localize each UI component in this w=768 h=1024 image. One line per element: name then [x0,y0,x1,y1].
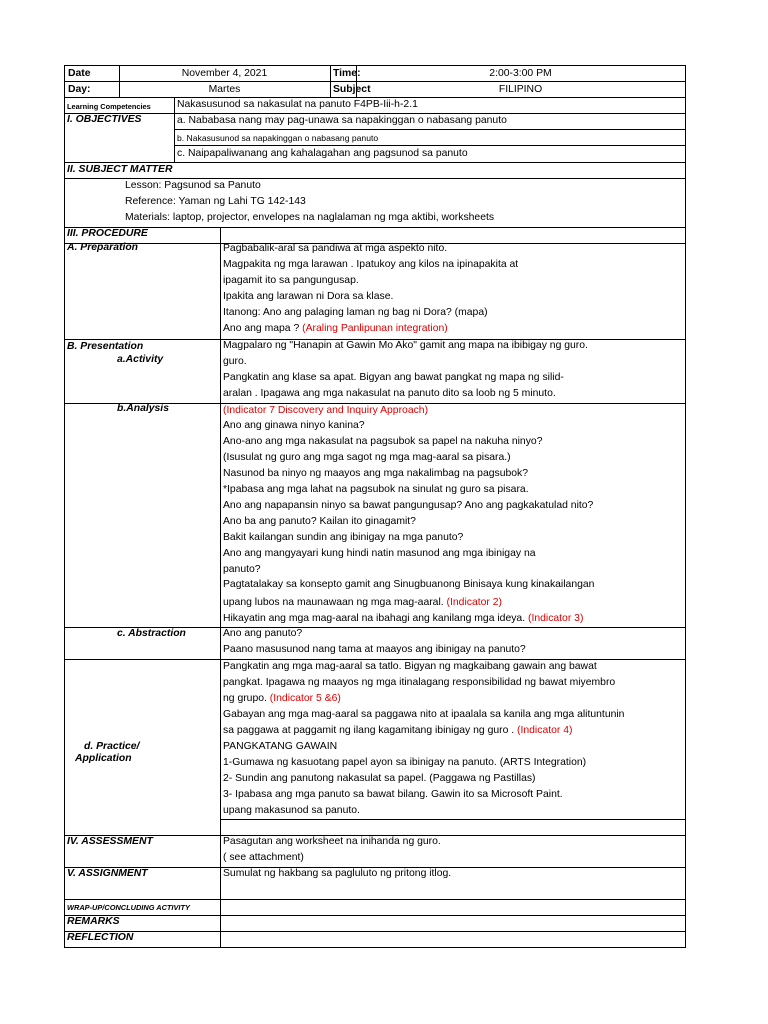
activity-line: aralan . Ipagawa ang mga nakasulat na panuto dito sa loob ng 5 minuto. [223,388,556,399]
abstraction-line: Ano ang panuto? [223,628,303,639]
preparation-text: Ano ang mapa ? [223,323,303,334]
reference-line: Reference: Yaman ng Lahi TG 142-143 [125,196,306,207]
assignment-label: V. ASSIGNMENT [67,868,148,879]
time-label: Time: [333,68,361,79]
practice-line [223,724,572,738]
activity-line: guro. [223,356,247,367]
indicator-note: (Indicator 5 &6) [269,693,341,704]
practice-line: PANGKATANG GAWAIN [223,741,338,752]
analysis-line: Bakit kailangan sundin ang ibinigay na mga panuto? [223,532,464,543]
preparation-line: Pagbabalik-aral sa pandiwa at mga aspekto nito. [223,243,448,254]
practice-line [223,692,341,706]
row-divider [220,819,685,820]
indicator-note: (Indicator 3) [527,613,584,624]
competencies-label: Learning Competencies [67,102,151,111]
practice-line: 2- Sundin ang panutong nakasulat sa papel. (Paggawa ng Pastillas) [223,773,536,784]
subject-matter-label: II. SUBJECT MATTER [67,164,173,175]
day-label: Day: [68,84,91,95]
preparation-line: Ipakita ang larawan ni Dora sa klase. [223,291,394,302]
date-label: Date [68,68,91,79]
competencies-value: Nakasusunod sa nakasulat na panuto F4PB-Iii-h-2.1 [177,99,418,110]
preparation-line: ipagamit ito sa pangungusap. [223,275,359,286]
analysis-line: Nasunod ba ninyo ng maayos ang mga nakalimbag na pagsubok? [223,468,529,479]
presentation-label: B. Presentation [67,341,144,352]
analysis-line: (Isusulat ng guro ang mga sagot ng mga mag-aaral sa pisara.) [223,452,511,463]
row-divider [65,899,685,900]
practice-text: ng grupo. [223,693,270,704]
day-value: Martes [208,84,241,95]
subject-value: FILIPINO [498,84,543,95]
practice-label: d. Practice/ [84,741,140,752]
analysis-label: b.Analysis [117,403,169,414]
analysis-line: Ano-ano ang mga nakasulat na pagsubok sa papel na nakuha ninyo? [223,436,543,447]
reflection-label: REFLECTION [67,932,134,943]
analysis-line: panuto? [223,564,261,575]
practice-line: upang makasunod sa panuto. [223,805,360,816]
lesson-plan-table [64,65,686,948]
row-divider [174,145,685,146]
indicator-note: (Indicator 2) [446,597,502,608]
row-divider [65,227,685,228]
assignment-line: Sumulat ng hakbang sa pagluluto ng pritong itlog. [223,868,452,879]
materials-line: Materials: laptop, projector, envelopes na naglalaman ng mga aktibi, worksheets [125,212,495,223]
practice-line: 1-Gumawa ng kasuotang papel ayon sa ibinigay na panuto. (ARTS Integration) [223,757,587,768]
remarks-label: REMARKS [67,916,120,927]
analysis-line: Pagtatalakay sa konsepto gamit ang Sinugbuanong Binisaya kung kinakailangan [223,579,595,590]
analysis-text: upang lubos na maunawaan ng mga mag-aaral. [223,597,447,608]
practice-text: sa paggawa at paggamit ng ilang kagamitang ibinigay ng guro . [223,725,518,736]
preparation-label: A. Preparation [67,242,139,253]
analysis-line: *Ipabasa ang mga lahat na pagsubok na sinulat ng guro sa pisara. [223,484,529,495]
assessment-label: IV. ASSESSMENT [67,836,153,847]
assessment-line: Pasagutan ang worksheet na inihanda ng guro. [223,836,441,847]
row-divider [65,81,685,82]
wrapup-label: WRAP-UP/CONCLUDING ACTIVITY [67,903,190,912]
subject-label: Subject [333,84,371,95]
objective-c: c. Naipapaliwanang ang kahalagahan ang pagsunod sa panuto [177,148,468,159]
abstraction-label: c. Abstraction [117,628,186,639]
procedure-label: III. PROCEDURE [67,228,148,239]
preparation-line: Magpakita ng mga larawan . Ipatukoy ang kilos na ipinapakita at [223,259,519,270]
date-value: November 4, 2021 [181,68,268,79]
practice-line: Pangkatin ang mga mag-aaral sa tatlo. Bigyan ng magkaibang gawain ang bawat [223,661,597,672]
analysis-text: Hikayatin ang mga mag-aaral na ibahagi ang kanilang mga ideya. [223,613,528,624]
assessment-line: ( see attachment) [223,852,304,863]
row-divider [65,931,685,932]
abstraction-line: Paano masusunod nang tama at maayos ang ibinigay na panuto? [223,644,526,655]
analysis-indicator: (Indicator 7 Discovery and Inquiry Approach) [223,405,429,416]
column-divider [220,227,221,947]
column-divider [174,97,175,162]
application-label: Application [75,753,132,764]
objective-a: a. Nababasa nang may pag-unawa sa napakinggan o nabasang panuto [177,115,507,126]
preparation-line [223,322,448,336]
objective-b: b. Nakasusunod sa napakinggan o nabasang panuto [177,133,379,143]
indicator-note: (Indicator 4) [517,725,573,736]
analysis-line [223,612,583,626]
activity-label: a.Activity [117,354,164,365]
lesson-line: Lesson: Pagsunod sa Panuto [125,180,261,191]
analysis-line: Ano ba ang panuto? Kailan ito ginagamit? [223,516,416,527]
row-divider [65,915,685,916]
preparation-line: Itanong: Ano ang palaging laman ng bag ni Dora? (mapa) [223,307,488,318]
activity-line: Magpalaro ng "Hanapin at Gawin Mo Ako" gamit ang mapa na ibibigay ng guro. [223,340,588,351]
practice-line: 3- Ipabasa ang mga panuto sa bawat bilang. Gawin ito sa Microsoft Paint. [223,789,563,800]
analysis-line: Ano ang mangyayari kung hindi natin masunod ang mga ibinigay na [223,548,536,559]
analysis-line [223,596,502,610]
practice-line: pangkat. Ipagawa ng maayos ng mga itinalagang responsibilidad ng bawat miyembro [223,677,616,688]
activity-line: Pangkatin ang klase sa apat. Bigyan ang bawat pangkat ng mapa ng silid- [223,372,564,383]
row-divider [174,129,685,130]
time-value: 2:00-3:00 PM [489,68,552,79]
objectives-label: I. OBJECTIVES [67,114,142,125]
analysis-line: Ano ang napapansin ninyo sa bawat pangungusap? Ano ang pagkakatulad nito? [223,500,594,511]
integration-note: (Araling Panlipunan integration) [302,323,448,334]
analysis-line: Ano ang ginawa ninyo kanina? [223,420,365,431]
column-divider [330,66,331,97]
practice-line: Gabayan ang mga mag-aaral sa paggawa nito at ipaalala sa kanila ang mga alituntunin [223,709,625,720]
